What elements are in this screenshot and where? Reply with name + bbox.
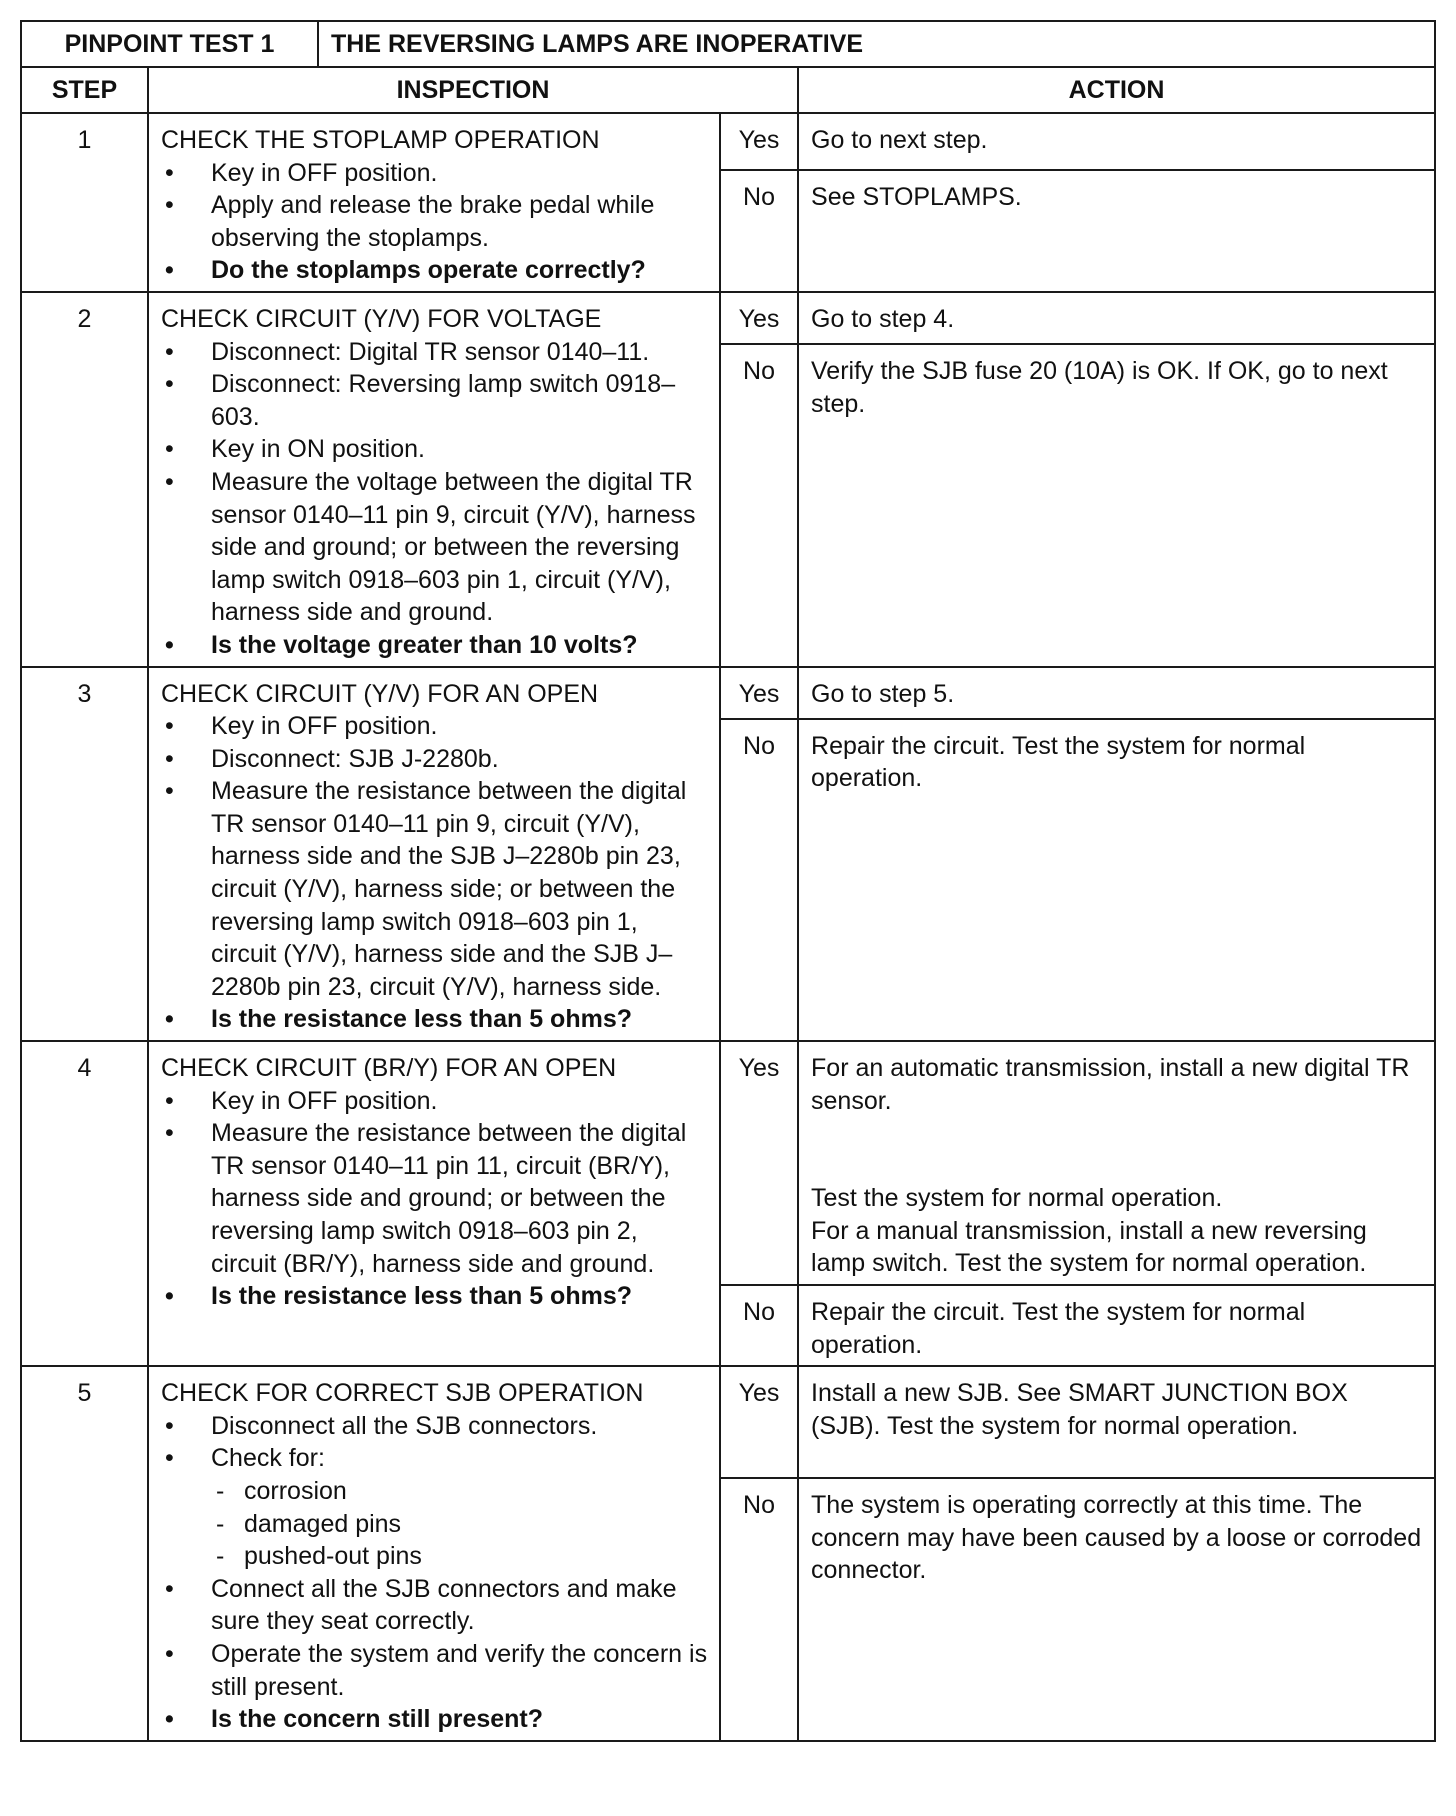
bullet-item: • Key in OFF position.: [161, 1085, 709, 1118]
pinpoint-test-table: [20, 20, 1436, 1742]
action-text: Go to next step.: [811, 126, 988, 154]
step-question: • Is the concern still present?: [161, 1703, 709, 1736]
bullet-text: Check for:: [211, 1444, 325, 1473]
yes-label: Yes: [720, 113, 798, 170]
step-title: CHECK CIRCUIT (Y/V) FOR VOLTAGE: [161, 304, 602, 333]
step-title: CHECK CIRCUIT (Y/V) FOR AN OPEN: [161, 679, 599, 708]
bullet-item: • Measure the voltage between the digital TR sensor 0140–11 pin 9, circuit (Y/V), harness side and ground; or between the reversing lamp switch 0918–603 pin 1, circuit (Y/V), harness side and ground.: [161, 466, 709, 629]
action-text: Install a new SJB. See SMART JUNCTION BOX (SJB). Test the system for normal operation.: [811, 1379, 1348, 1440]
step-number: 2: [21, 292, 148, 667]
inspection-cell: [148, 113, 720, 292]
bullet-item: • Operate the system and verify the concern is still present.: [161, 1638, 709, 1703]
step-question: • Is the voltage greater than 10 volts?: [161, 629, 709, 662]
sub-item: - damaged pins: [161, 1508, 709, 1541]
bullet-list: [161, 1410, 709, 1736]
bullet-item: • Key in OFF position.: [161, 710, 709, 743]
yes-label: Yes: [720, 292, 798, 344]
bullet-list: [161, 336, 709, 662]
no-action: [798, 1478, 1435, 1741]
yes-action: [798, 667, 1435, 719]
no-label: No: [720, 1285, 798, 1366]
action-text: See STOPLAMPS.: [811, 182, 1022, 211]
step-row-2: [21, 292, 1435, 344]
no-action: [798, 719, 1435, 1042]
no-action: [798, 170, 1435, 292]
sub-item: - pushed-out pins: [161, 1540, 709, 1573]
bullet-item: • Disconnect: Digital TR sensor 0140–11.: [161, 336, 709, 369]
step-row-4: [21, 1041, 1435, 1285]
bullet-list: [161, 710, 709, 1036]
inspection-cell: [148, 667, 720, 1042]
inspection-cell: [148, 1366, 720, 1741]
no-label: No: [720, 344, 798, 667]
step-question: • Is the resistance less than 5 ohms?: [161, 1003, 709, 1036]
test-header-row: [21, 21, 1435, 67]
action-text: For a manual transmission, install a new reversing lamp switch. Test the system for normal operation.: [811, 1216, 1367, 1278]
step-number: 1: [21, 113, 148, 292]
bullet-item: • Disconnect all the SJB connectors.: [161, 1410, 709, 1443]
inspection-cell: [148, 1041, 720, 1366]
bullet-item: • Disconnect: SJB J-2280b.: [161, 743, 709, 776]
step-number: 4: [21, 1041, 148, 1366]
yes-label: Yes: [720, 1041, 798, 1285]
no-action: [798, 1285, 1435, 1366]
yes-action: [798, 1366, 1435, 1478]
step-title: CHECK CIRCUIT (BR/Y) FOR AN OPEN: [161, 1054, 617, 1083]
action-text: Go to step 4.: [811, 304, 955, 333]
test-title: THE REVERSING LAMPS ARE INOPERATIVE: [318, 21, 1435, 67]
action-column-header: ACTION: [798, 67, 1435, 113]
step-title: CHECK FOR CORRECT SJB OPERATION: [161, 1379, 644, 1408]
no-action: [798, 344, 1435, 667]
step-row-5: [21, 1366, 1435, 1478]
action-text: Verify the SJB fuse 20 (10A) is OK. If OK, go to next step.: [811, 356, 1388, 418]
bullet-list: [161, 157, 709, 287]
bullet-item: • Connect all the SJB connectors and make sure they seat correctly.: [161, 1573, 709, 1638]
step-question: • Do the stoplamps operate correctly?: [161, 254, 709, 287]
sub-item: - corrosion: [161, 1475, 709, 1508]
action-text: The system is operating correctly at this time. The concern may have been caused by a loose or corroded connector.: [811, 1491, 1422, 1585]
step-row-3: [21, 667, 1435, 719]
yes-label: Yes: [720, 1366, 798, 1478]
bullet-item: [161, 1442, 709, 1572]
inspection-column-header: INSPECTION: [148, 67, 798, 113]
bullet-item: • Measure the resistance between the digital TR sensor 0140–11 pin 9, circuit (Y/V), harness side and the SJB J–2280b pin 23, circuit (Y/V), harness side; or between the reversing lamp switch 0918–603 pin 1, circuit (Y/V), harness side and the SJB J–2280b pin 23, circuit (Y/V), harness side.: [161, 775, 709, 1003]
step-row-1: [21, 113, 1435, 170]
bullet-list: [161, 1085, 709, 1313]
yes-action: [798, 292, 1435, 344]
step-number: 3: [21, 667, 148, 1042]
step-column-header: STEP: [21, 67, 148, 113]
spacer: [811, 1117, 1422, 1182]
no-label: No: [720, 1478, 798, 1741]
inspection-cell: [148, 292, 720, 667]
action-text: Test the system for normal operation.: [811, 1184, 1223, 1213]
bullet-item: • Key in OFF position.: [161, 157, 709, 190]
no-label: No: [720, 170, 798, 292]
bullet-item: • Apply and release the brake pedal while observing the stoplamps.: [161, 189, 709, 254]
bullet-item: • Measure the resistance between the digital TR sensor 0140–11 pin 11, circuit (BR/Y), harness side and ground; or between the reversing lamp switch 0918–603 pin 2, circuit (BR/Y), harness side and ground.: [161, 1117, 709, 1280]
no-label: No: [720, 719, 798, 1042]
action-text: For an automatic transmission, install a new digital TR sensor.: [811, 1054, 1410, 1115]
step-title: CHECK THE STOPLAMP OPERATION: [161, 126, 600, 154]
action-text: Repair the circuit. Test the system for normal operation.: [811, 731, 1306, 793]
column-header-row: [21, 67, 1435, 113]
bullet-item: • Disconnect: Reversing lamp switch 0918–603.: [161, 368, 709, 433]
action-text: Go to step 5.: [811, 679, 955, 708]
step-question: • Is the resistance less than 5 ohms?: [161, 1280, 709, 1313]
yes-action: [798, 1041, 1435, 1285]
step-number: 5: [21, 1366, 148, 1741]
test-id: PINPOINT TEST 1: [21, 21, 318, 67]
sub-item-list: [211, 1475, 709, 1573]
yes-action: [798, 113, 1435, 170]
bullet-item: • Key in ON position.: [161, 433, 709, 466]
yes-label: Yes: [720, 667, 798, 719]
action-text: Repair the circuit. Test the system for normal operation.: [811, 1298, 1306, 1359]
